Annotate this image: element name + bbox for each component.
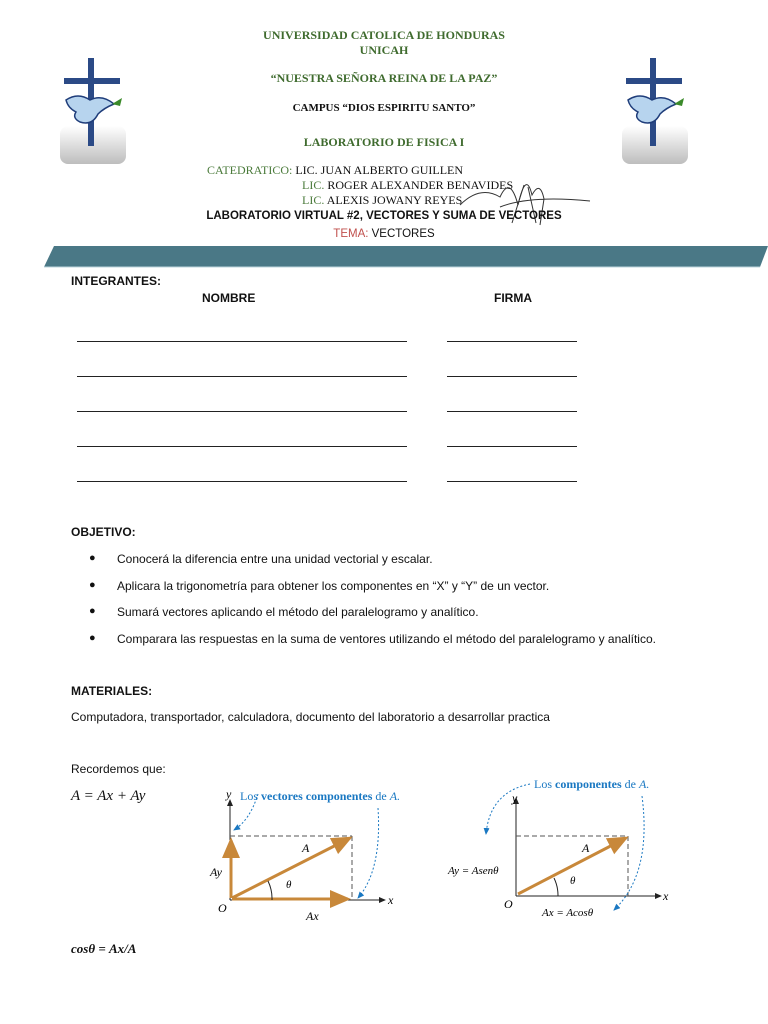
objetivo-title: OBJETIVO: <box>71 525 136 539</box>
name-line-3[interactable] <box>77 411 407 412</box>
vector-components-figure <box>200 780 410 930</box>
catedratico-row-3 <box>302 193 462 208</box>
col-firma: FIRMA <box>494 291 532 305</box>
signature-line-1[interactable] <box>447 341 577 342</box>
signature-scribble <box>440 165 600 235</box>
objetivo-item: ● Conocerá la diferencia entre una unidad vectorial y escalar. <box>89 552 433 566</box>
signature-line-4[interactable] <box>447 446 577 447</box>
label-origin: O <box>504 897 513 911</box>
bullet-icon: ● <box>89 579 96 591</box>
label-ay-equation: Ay = Asenθ <box>448 865 499 877</box>
figure1-caption: Los vectores componentes de A. <box>240 789 401 803</box>
recordemos-intro: Recordemos que: <box>71 762 166 776</box>
catedratico-label: CATEDRATICO: <box>207 163 293 177</box>
lic-label: LIC. <box>302 193 325 207</box>
tema-label: TEMA: <box>333 228 369 240</box>
catedratico-row-1 <box>207 163 463 178</box>
lic-label: LIC. <box>302 178 325 192</box>
professor-3: ALEXIS JOWANY REYES <box>326 193 463 207</box>
tema-row <box>0 228 768 240</box>
signature-line-5[interactable] <box>447 481 577 482</box>
bullet-icon: ● <box>89 632 96 644</box>
lab-title: LABORATORIO VIRTUAL #2, VECTORES Y SUMA DE VECTORES <box>206 210 562 222</box>
tema-value: VECTORES <box>371 228 435 240</box>
name-line-2[interactable] <box>77 376 407 377</box>
name-line-5[interactable] <box>77 481 407 482</box>
header-band <box>0 246 768 268</box>
label-a: A <box>582 841 590 855</box>
cosine-equation: cosθ = Ax/A <box>71 941 137 956</box>
integrantes-title: INTEGRANTES: <box>71 274 161 288</box>
scalar-components-figure <box>446 774 676 924</box>
label-x: x <box>388 893 394 907</box>
name-line-1[interactable] <box>77 341 407 342</box>
professor-1: LIC. JUAN ALBERTO GUILLEN <box>295 163 464 177</box>
col-nombre: NOMBRE <box>202 291 256 305</box>
objetivo-item: ● Sumará vectores aplicando el método del paralelogramo y analítico. <box>89 605 479 619</box>
label-a: A <box>302 841 310 855</box>
label-origin: O <box>218 901 227 915</box>
materiales-text: Computadora, transportador, calculadora, documento del laboratorio a desarrollar practica <box>71 710 550 724</box>
campus: CAMPUS “DIOS ESPIRITU SANTO” <box>292 102 476 114</box>
label-theta: θ <box>286 879 292 891</box>
signature-line-3[interactable] <box>447 411 577 412</box>
label-y: y <box>226 787 232 801</box>
bullet-icon: ● <box>89 552 96 564</box>
label-y: y <box>512 791 518 805</box>
lab-name: LABORATORIO DE FISICA I <box>303 135 465 149</box>
signature-line-2[interactable] <box>447 376 577 377</box>
label-ay: Ay <box>210 865 222 879</box>
university-short: UNICAH <box>359 43 409 57</box>
label-ax: Ax <box>306 909 319 923</box>
label-ax-equation: Ax = Acosθ <box>542 907 594 919</box>
university-name: UNIVERSIDAD CATOLICA DE HONDURAS <box>263 28 505 42</box>
bullet-icon: ● <box>89 605 96 617</box>
objetivo-item: ● Comparara las respuestas en la suma de ventores utilizando el método del paralelogramo y analítico. <box>89 632 656 646</box>
label-x: x <box>663 889 669 903</box>
label-theta: θ <box>570 875 576 887</box>
professor-2: ROGER ALEXANDER BENAVIDES <box>327 178 514 192</box>
materiales-title: MATERIALES: <box>71 684 153 698</box>
motto: “NUESTRA SEÑORA REINA DE LA PAZ” <box>270 71 498 85</box>
figure2-caption: Los componentes de A. <box>534 777 650 791</box>
name-line-4[interactable] <box>77 446 407 447</box>
objetivo-item: ● Aplicara la trigonometría para obtener los componentes en “X” y “Y” de un vector. <box>89 579 550 593</box>
vector-sum-equation: A = Ax + Ay <box>71 788 146 804</box>
